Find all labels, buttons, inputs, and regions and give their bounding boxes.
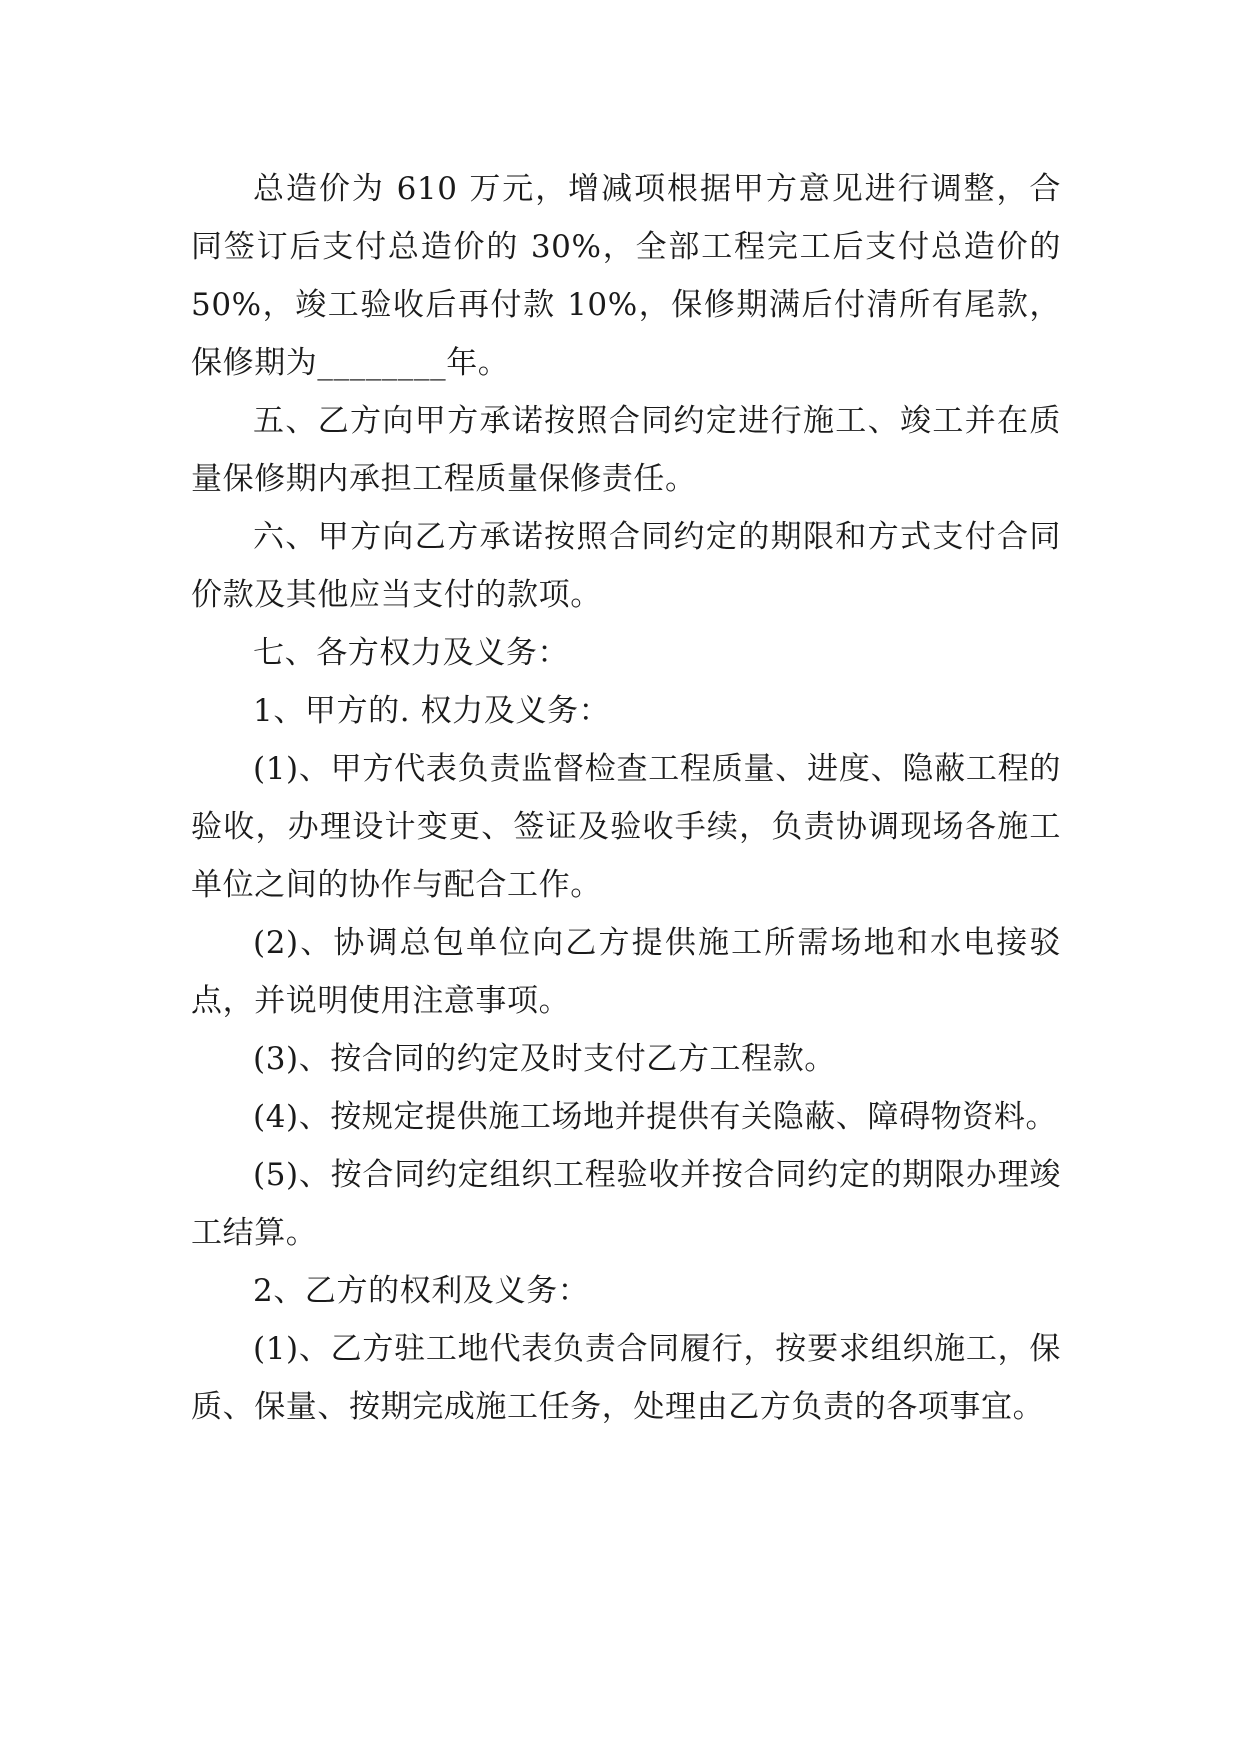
paragraph-party-a-item-1: (1)、甲方代表负责监督检查工程质量、进度、隐蔽工程的验收，办理设计变更、签证及验收手续，负责协调现场各施工单位之间的协作与配合工作。 — [191, 751, 1061, 903]
paragraph-clause-6: 六、甲方向乙方承诺按照合同约定的期限和方式支付合同价款及其他应当支付的款项。 — [191, 519, 1061, 613]
paragraph-party-b-heading: 2、乙方的权利及义务： — [253, 1273, 590, 1309]
paragraph-clause-5: 五、乙方向甲方承诺按照合同约定进行施工、竣工并在质量保修期内承担工程质量保修责任。 — [191, 403, 1061, 497]
paragraph-clause-7-heading: 七、各方权力及义务： — [253, 635, 569, 671]
paragraph-payment-terms: 总造价为 610 万元，增减项根据甲方意见进行调整，合同签订后支付总造价的 30%，全部工程完工后支付总造价的 50%，竣工验收后再付款 10%，保修期满后付清所有尾款，保修期为________年。 — [191, 171, 1061, 381]
paragraph-party-a-item-4: (4)、按规定提供施工场地并提供有关隐蔽、障碍物资料。 — [253, 1099, 1058, 1135]
paragraph-party-a-heading: 1、甲方的. 权力及义务： — [253, 693, 611, 729]
paragraph-party-a-item-3: (3)、按合同的约定及时支付乙方工程款。 — [253, 1041, 836, 1077]
document-body — [191, 160, 1061, 1436]
paragraph-party-a-item-2: (2)、协调总包单位向乙方提供施工所需场地和水电接驳点，并说明使用注意事项。 — [191, 925, 1061, 1019]
paragraph-party-a-item-5: (5)、按合同约定组织工程验收并按合同约定的期限办理竣工结算。 — [191, 1157, 1061, 1251]
paragraph-party-b-item-1: (1)、乙方驻工地代表负责合同履行，按要求组织施工，保质、保量、按期完成施工任务，处理由乙方负责的各项事宜。 — [191, 1331, 1061, 1425]
